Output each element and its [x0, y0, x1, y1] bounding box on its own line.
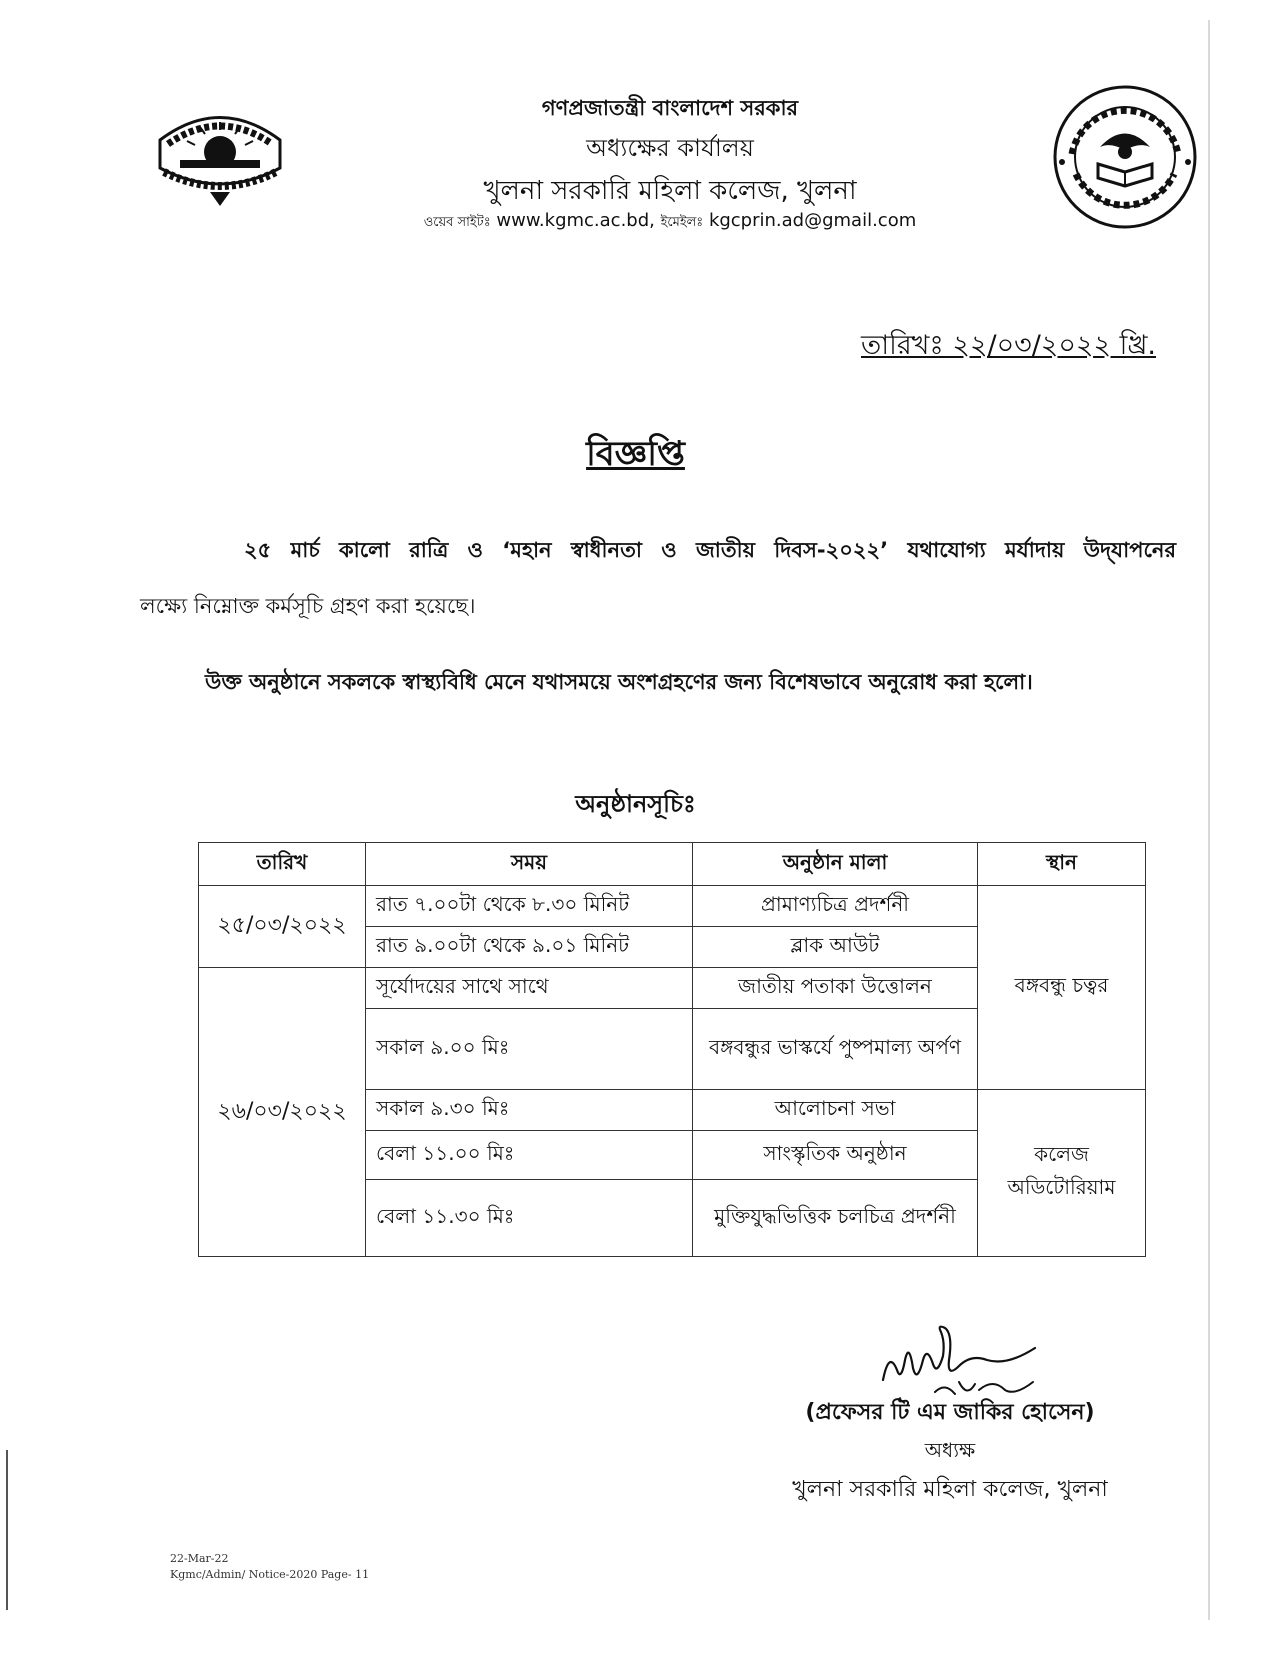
email-label: ইমেইলঃ	[660, 215, 704, 230]
contact-line	[300, 210, 1040, 234]
website-link[interactable]: www.kgmc.ac.bd,	[496, 210, 655, 231]
signatory-designation: অধ্যক্ষ	[924, 1438, 976, 1462]
time-cell: রাত ৭.০০টা থেকে ৮.৩০ মিনিট	[366, 886, 693, 927]
footer-date: 22-Mar-22	[170, 1552, 229, 1565]
paragraph1-line2: লক্ষ্যে নিম্নোক্ত কর্মসূচি গ্রহণ করা হয়েছে।	[140, 594, 476, 618]
time-cell: সকাল ৯.০০ মিঃ	[366, 1009, 693, 1090]
event-cell: আলোচনা সভা	[693, 1090, 978, 1131]
table-row	[199, 886, 1146, 927]
event-cell: বঙ্গবন্ধুর ভাস্কর্যে পুষ্পমাল্য অর্পণ	[693, 1009, 978, 1090]
event-cell: প্রামাণ্যচিত্র প্রদর্শনী	[693, 886, 978, 927]
time-cell: সূর্যোদয়ের সাথে সাথে	[366, 968, 693, 1009]
header-date: তারিখ	[199, 843, 366, 886]
schedule-table	[198, 842, 1146, 1257]
office-name: অধ্যক্ষের কার্যালয়	[586, 134, 754, 162]
website-label: ওয়েব সাইটঃ	[423, 215, 491, 230]
slogan-seal-icon	[1050, 82, 1200, 232]
time-cell: বেলা ১১.০০ মিঃ	[366, 1131, 693, 1180]
date-cell: ২৬/০৩/২০২২	[199, 968, 366, 1257]
event-cell: ব্লাক আউট	[693, 927, 978, 968]
notice-title	[0, 428, 1271, 485]
header-time: সময়	[366, 843, 693, 886]
scan-margin-mark	[6, 1450, 8, 1610]
paragraph1-line1-text: ২৫ মার্চ কালো রাত্রি ও ‘মহান স্বাধীনতা ও জাতীয় দিবস-২০২২’ যথাযোগ্য মর্যাদায় উদ্‌যাপনের	[244, 538, 1176, 562]
time-cell: রাত ৯.০০টা থেকে ৯.০১ মিনিট	[366, 927, 693, 968]
college-name: খুলনা সরকারি মহিলা কলেজ, খুলনা	[483, 176, 857, 206]
paragraph2: উক্ত অনুষ্ঠানে সকলকে স্বাস্থ্যবিধি মেনে যথাসময়ে অংশগ্রহণের জন্য বিশেষভাবে অনুরোধ করা হলো।	[205, 670, 1033, 694]
date-cell: ২৫/০৩/২০২২	[199, 886, 366, 968]
header-venue: স্থান	[978, 843, 1146, 886]
venue-cell: কলেজ অডিটোরিয়াম	[978, 1090, 1146, 1257]
event-cell: মুক্তিযুদ্ধভিত্তিক চলচিত্র প্রদর্শনী	[693, 1180, 978, 1257]
schedule-title: অনুষ্ঠানসূচিঃ	[575, 790, 696, 818]
header-event: অনুষ্ঠান মালা	[693, 843, 978, 886]
signatory-name: (প্রফেসর টি এম জাকির হোসেন)	[805, 1400, 1095, 1425]
signatory-college: খুলনা সরকারি মহিলা কলেজ, খুলনা	[792, 1477, 1108, 1502]
notice-title-text: বিজ্ঞপ্তি	[586, 434, 685, 474]
email-link[interactable]: kgcprin.ad@gmail.com	[708, 210, 917, 231]
time-cell: বেলা ১১.৩০ মিঃ	[366, 1180, 693, 1257]
schedule-header-row	[199, 843, 1146, 886]
college-logo-icon	[150, 100, 290, 210]
footer-reference: Kgmc/Admin/ Notice-2020 Page- 11	[170, 1568, 370, 1581]
time-cell: সকাল ৯.৩০ মিঃ	[366, 1090, 693, 1131]
event-cell: সাংস্কৃতিক অনুষ্ঠান	[693, 1131, 978, 1180]
event-cell: জাতীয় পতাকা উত্তোলন	[693, 968, 978, 1009]
notice-date: তারিখঃ ২২/০৩/২০২২ খ্রি.	[861, 330, 1156, 361]
venue-cell: বঙ্গবন্ধু চত্বর	[978, 886, 1146, 1090]
paragraph1-line1	[244, 534, 1176, 569]
government-name: গণপ্রজাতন্ত্রী বাংলাদেশ সরকার	[541, 96, 799, 120]
